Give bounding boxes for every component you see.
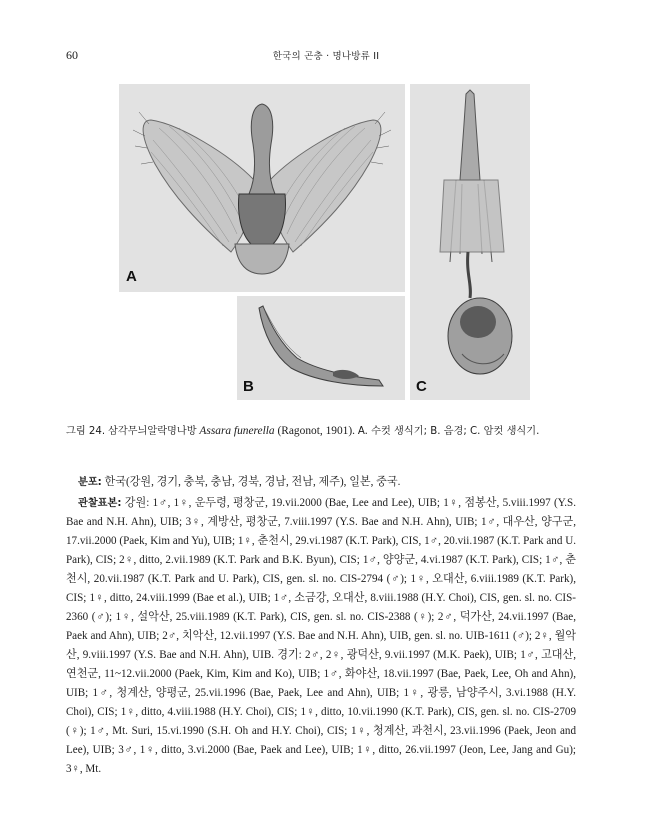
running-header: 한국의 곤충 · 명나방류 II [272, 51, 380, 62]
aedeagus-drawing [237, 296, 405, 400]
panel-label-c: C [416, 378, 427, 395]
records-paragraph [66, 494, 576, 779]
caption-legend: A. 수컷 생식기; B. 음경; C. 암컷 생식기. [357, 426, 540, 437]
male-genitalia-drawing [119, 84, 405, 292]
caption-prefix: 그림 24. [66, 426, 106, 437]
records-heading: 관찰표본: [78, 498, 122, 509]
distribution-text: 한국(강원, 경기, 충북, 충남, 경북, 경남, 전남, 제주), 일본, 중국. [101, 476, 401, 488]
plate-female-genitalia [410, 84, 530, 400]
panel-label-b: B [243, 378, 254, 395]
panel-label-a: A [126, 268, 137, 285]
records-text: 강원: 1♂, 1♀, 운두령, 평창군, 19.vii.2000 (Bae, Lee and Lee), UIB; 1♀, 점봉산, 5.viii.1997 (Y.S. Bae and N.H. Ahn), UIB; 3♀, 계방산, 평창군, 7.viii.1997 (Y.S. Bae and N.H. Ahn), UIB; 1♂, 대우산, 양구군, 17.vii.2000 (Paek, Kim and Yu), UIB; 1♀, 춘천시, 29.vi.1987 (K.T. Park), CIS, 1♂, 20.vii.1987 (K.T. Park and U. Park), CIS; 2♀, ditto, 2.vii.1989 (K.T. Park and B.K. Byun), CIS; 1♂, 양양군, 4.vi.1987 (K.T. Park), CIS; 1♂, 춘천시, 20.vii.1987 (K.T. Park and U. Park), CIS, gen. sl. no. CIS-2794 (♂); 1♀, 오대산, 6.viii.1989 (K.T. Park), CIS; 1♀, ditto, 24.viii.1999 (Bae et al.), UIB; 1♂, 소금강, 오대산, 8.viii.1988 (H.Y. Choi), CIS, gen. sl. no. CIS-2360 (♂); 1♀, 설악산, 25.viii.1989 (K.T. Park), CIS, gen. sl. no. CIS-2388 (♀); 2♂, 덕가산, 24.vii.1997 (Bae, Paek and Ahn), UIB; 2♂, 치악산, 12.vii.1997 (Y.S. Bae and N.H. Ahn), UIB, gen. sl. no. UIB-1611 (♂); 2♀, 월악산, 9.viii.1997 (Y.S. Bae and N.H. Ahn), UIB. 경기: 2♂, 2♀, 광덕산, 9.vii.1997 (M.K. Paek), UIB; 1♂, 고대산, 연천군, 11~12.vii.2000 (Paek, Kim, Kim and Ko), UIB; 1♂, 화야산, 18.vii.1997 (Bae, Paek, Lee, Oh and Ahn), UIB; 1♂, 청계산, 양평군, 25.vii.1996 (Bae, Paek, Lee and Ahn), UIB; 1♀, 광릉, 남양주시, 3.vi.1988 (H.Y. Choi), CIS; 1♀, ditto, 4.viii.1988 (H.Y. Choi), CIS; 1♀, ditto, 10.vii.1990 (K.T. Park), CIS, gen. sl. no. CIS-2709 (♀); 1♂, Mt. Suri, 15.vi.1990 (S.H. Oh and H.Y. Choi), CIS; 1♀, 청계산, 과천시, 23.vii.1996 (Paek, Jeon and Lee), UIB; 3♂, 1♀, ditto, 3.vi.2000 (Bae, Paek and Lee), UIB; 1♀, ditto, 26.vii.1997 (Jeon, Lee, Jang and Gu); 3♀, Mt. [66, 497, 576, 775]
page-number: 60 [66, 48, 78, 62]
caption-author: (Ragonot, 1901). [277, 425, 355, 437]
distribution-paragraph [66, 473, 576, 492]
plate-male-genitalia [119, 84, 405, 292]
caption-korean-name: 삼각무늬알락명나방 [107, 426, 197, 437]
body-text [66, 473, 576, 779]
female-genitalia-drawing [410, 84, 530, 400]
caption-species: Assara funerella [199, 425, 275, 437]
figure-caption [66, 422, 596, 437]
plate-aedeagus [237, 296, 405, 400]
distribution-heading: 분포: [78, 477, 102, 488]
